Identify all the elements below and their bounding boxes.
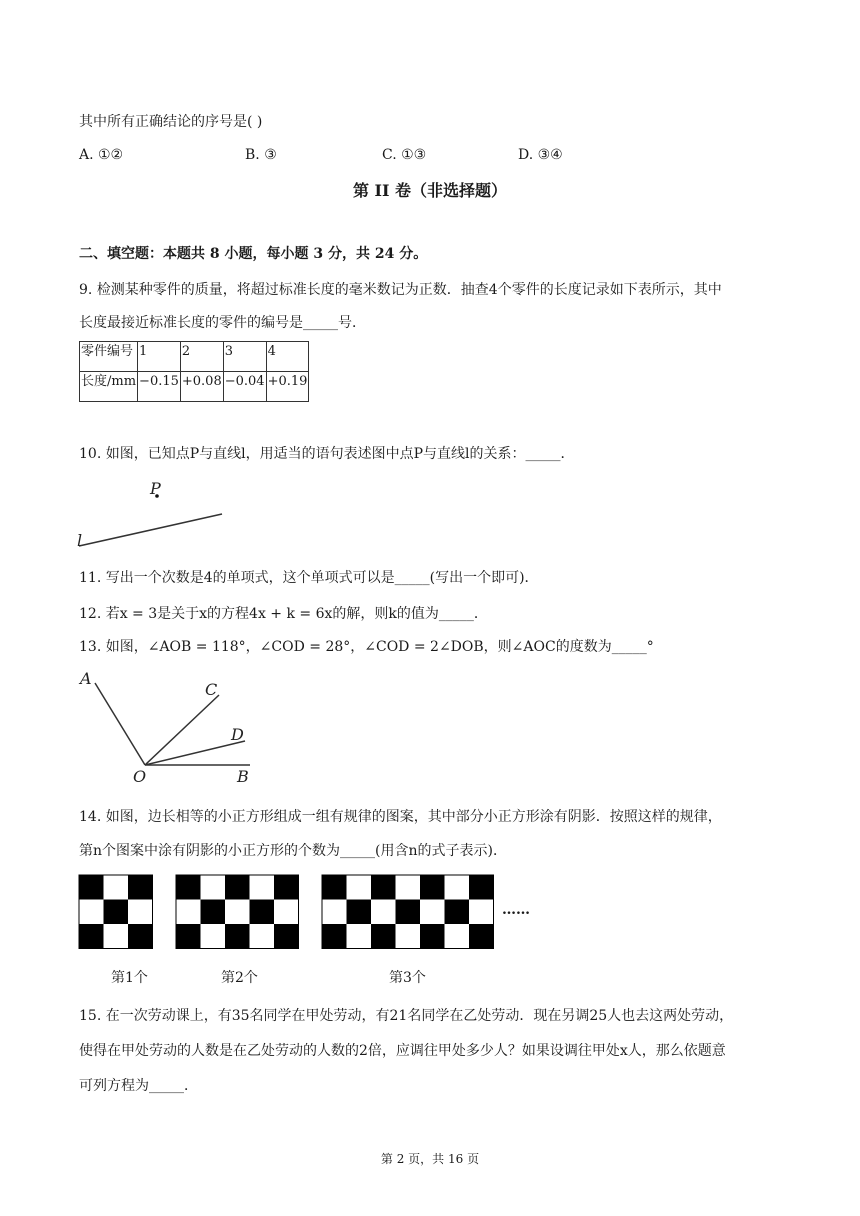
shaded-square [322,875,347,900]
q8-option-b: B. ③ [245,147,277,163]
white-square [250,875,275,900]
table-cell: 2 [180,342,223,372]
q15-line1: 15. 在一次劳动课上，有35名同学在甲处劳动，有21名同学在乙处劳动．现在另调25人也去这两处劳动， [79,1008,734,1024]
table-cell: 零件编号 [80,342,138,372]
part2-heading: 二、填空题：本题共 8 小题，每小题 3 分，共 24 分。 [79,246,428,262]
shaded-square [371,924,396,949]
shaded-square [128,924,153,949]
pattern-2 [176,875,299,949]
white-square [128,900,153,925]
shaded-square [274,924,299,949]
table-cell: −0.04 [223,372,266,402]
q9-line1: 9. 检测某种零件的质量，将超过标准长度的毫米数记为正数．抽查4个零件的长度记录如下表所示，其中 [79,282,722,298]
label-p: P [150,479,161,498]
pattern-1 [79,875,153,949]
white-square [104,924,129,949]
shaded-square [274,875,299,900]
q8-option-a: A. ①② [79,147,124,163]
shaded-square [104,900,129,925]
white-square [445,875,470,900]
shaded-square [201,900,226,925]
table-cell: −0.15 [138,372,181,402]
q8-option-c: C. ①③ [382,147,427,163]
shaded-square [420,924,445,949]
white-square [396,924,421,949]
page-footer: 第 2 页，共 16 页 [380,1152,480,1166]
shaded-square [445,900,470,925]
shaded-square [420,875,445,900]
section-title: 第 II 卷（非选择题） [352,181,508,200]
shaded-square [469,924,494,949]
q12-text: 12. 若x = 3是关于x的方程4x + k = 6x的解，则k的值为_____． [79,606,488,622]
shaded-square [371,875,396,900]
label-o: O [133,767,147,786]
q13-text: 13. 如图，∠AOB = 118°，∠COD = 28°，∠COD = 2∠DOB，则∠AOC的度数为_____° [79,639,654,655]
shaded-square [79,924,104,949]
shaded-square [128,875,153,900]
white-square [445,924,470,949]
white-square [420,900,445,925]
label-d: D [231,725,244,744]
pattern-caption-2: 第2个 [221,970,258,986]
pattern-caption-3: 第3个 [389,970,426,986]
shaded-square [322,924,347,949]
q8-option-d: D. ③④ [518,147,563,163]
shaded-square [250,900,275,925]
white-square [201,875,226,900]
q15-line3: 可列方程为_____． [79,1078,198,1094]
table-cell: 1 [138,342,181,372]
shaded-square [396,900,421,925]
label-l: l [77,531,83,550]
q9-line2: 长度最接近标准长度的零件的编号是_____号． [79,315,366,331]
shaded-square [469,875,494,900]
table-cell: +0.08 [180,372,223,402]
table-cell: +0.19 [266,372,309,402]
white-square [347,875,372,900]
pattern-caption-1: 第1个 [111,970,148,986]
q11-text: 11. 写出一个次数是4的单项式，这个单项式可以是_____(写出一个即可)． [79,570,539,586]
white-square [396,875,421,900]
white-square [201,924,226,949]
shaded-square [347,900,372,925]
shaded-square [176,875,201,900]
white-square [79,900,104,925]
white-square [371,900,396,925]
q14-line2: 第n个图案中涂有阴影的小正方形的个数为_____(用含n的式子表示)． [79,843,507,859]
shaded-square [176,924,201,949]
table-cell: 长度/mm [80,372,138,402]
white-square [250,924,275,949]
q14-line1: 14. 如图，边长相等的小正方形组成一组有规律的图案，其中部分小正方形涂有阴影．按照这样的规律， [79,809,722,825]
q10-text: 10. 如图，已知点P与直线l，用适当的语句表述图中点P与直线l的关系：_____． [79,446,575,462]
white-square [104,875,129,900]
q8-stem-end: 其中所有正确结论的序号是( ) [79,114,263,130]
table-cell: 4 [266,342,309,372]
pattern-ellipsis: …… [502,902,530,918]
shaded-square [79,875,104,900]
pattern-3 [322,875,494,949]
shaded-square [225,875,250,900]
shaded-square [225,924,250,949]
label-b: B [237,767,249,786]
label-a: A [80,669,92,688]
white-square [225,900,250,925]
white-square [274,900,299,925]
label-c: C [205,680,218,699]
table-cell: 3 [223,342,266,372]
white-square [469,900,494,925]
white-square [322,900,347,925]
white-square [347,924,372,949]
q15-line2: 使得在甲处劳动的人数是在乙处劳动的人数的2倍，应调往甲处多少人？如果设调往甲处x人，那么依题意 [79,1043,726,1059]
white-square [176,900,201,925]
